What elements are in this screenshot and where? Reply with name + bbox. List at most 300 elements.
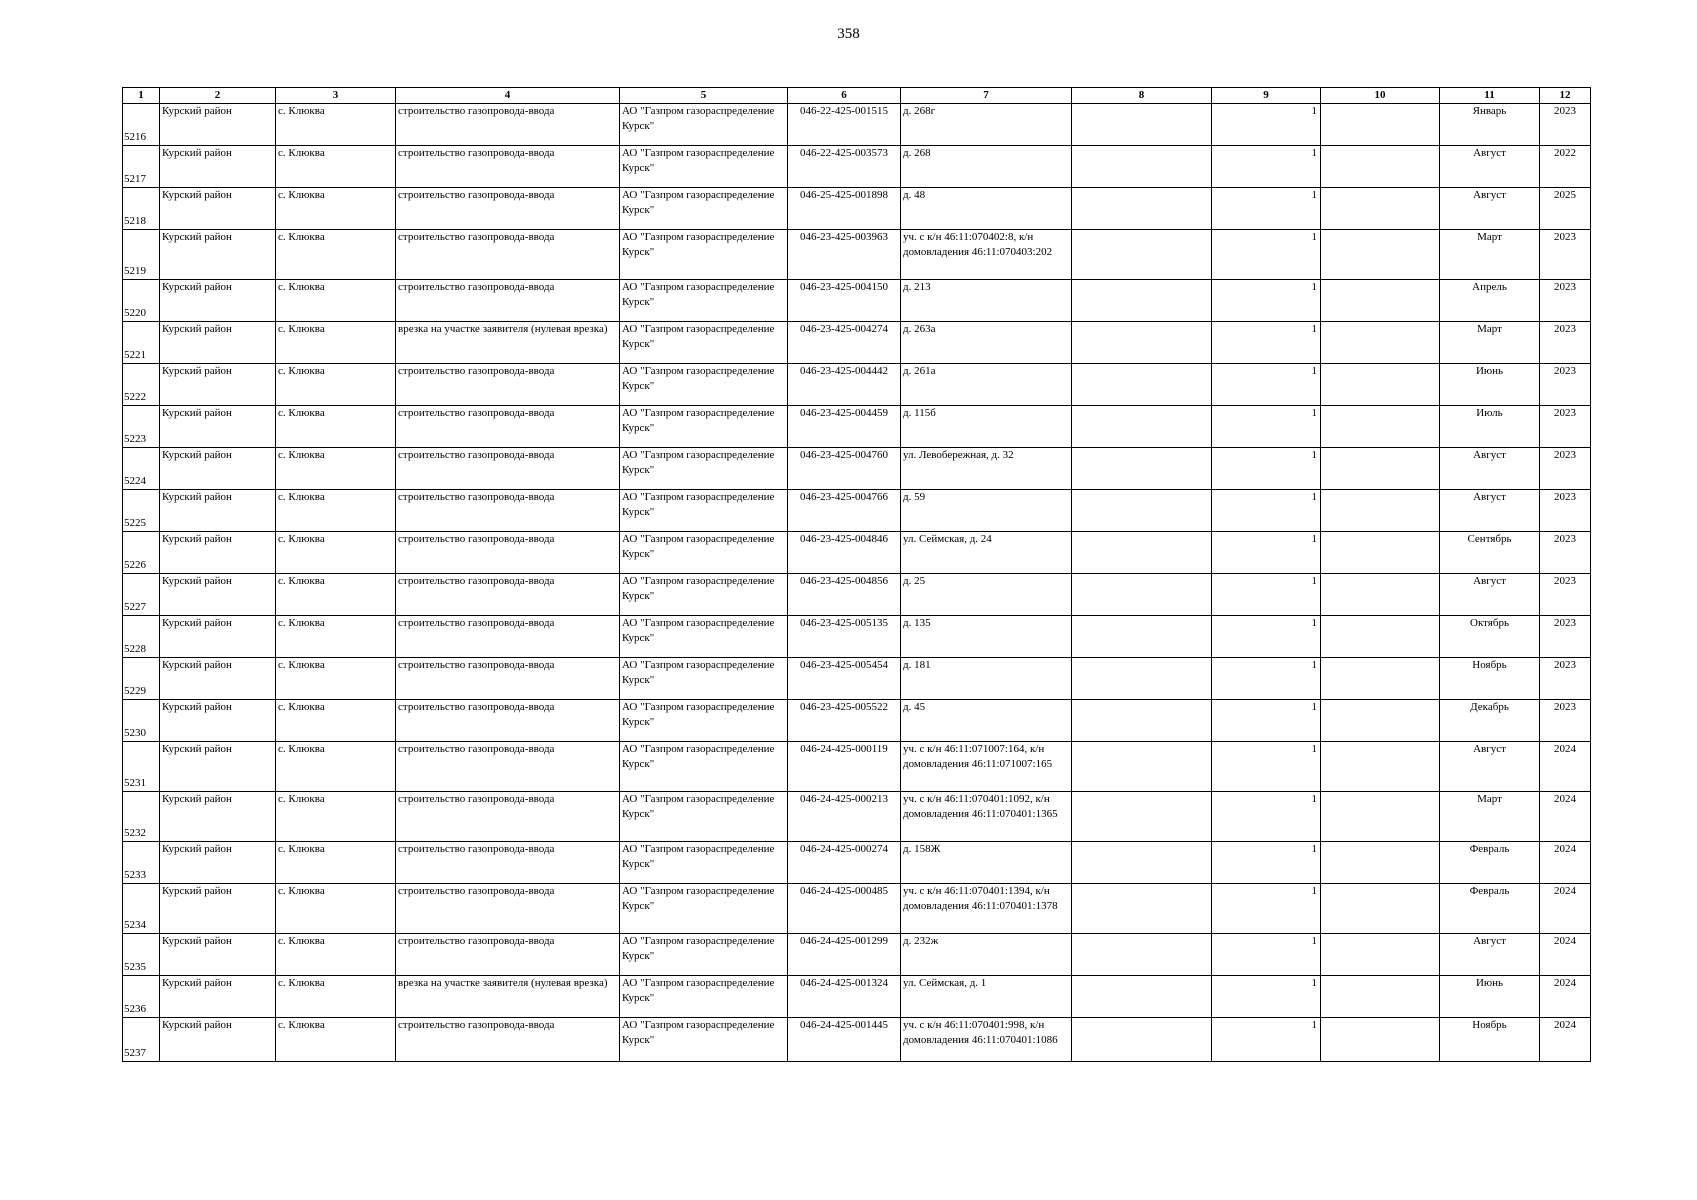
organization-cell: АО "Газпром газораспределение Курск" <box>620 146 788 188</box>
district-cell: Курский район <box>160 322 276 364</box>
empty-cell <box>1072 406 1212 448</box>
empty-cell <box>1072 700 1212 742</box>
year-cell: 2024 <box>1540 1018 1591 1062</box>
settlement-cell: с. Клюква <box>276 448 396 490</box>
organization-cell: АО "Газпром газораспределение Курск" <box>620 188 788 230</box>
settlement-cell: с. Клюква <box>276 1018 396 1062</box>
quantity-cell: 1 <box>1212 146 1321 188</box>
column-header: 3 <box>276 88 396 104</box>
year-cell: 2025 <box>1540 188 1591 230</box>
settlement-cell: с. Клюква <box>276 188 396 230</box>
month-cell: Август <box>1440 448 1540 490</box>
settlement-cell: с. Клюква <box>276 616 396 658</box>
empty-cell <box>1072 792 1212 842</box>
column-header: 9 <box>1212 88 1321 104</box>
row-number: 5233 <box>123 842 160 884</box>
work-type-cell: строительство газопровода-ввода <box>396 146 620 188</box>
district-cell: Курский район <box>160 792 276 842</box>
application-code-cell: 046-23-425-004150 <box>788 280 901 322</box>
organization-cell: АО "Газпром газораспределение Курск" <box>620 742 788 792</box>
table-row <box>123 792 1591 842</box>
work-type-cell: строительство газопровода-ввода <box>396 280 620 322</box>
application-code-cell: 046-23-425-005454 <box>788 658 901 700</box>
organization-cell: АО "Газпром газораспределение Курск" <box>620 280 788 322</box>
settlement-cell: с. Клюква <box>276 842 396 884</box>
settlement-cell: с. Клюква <box>276 792 396 842</box>
district-cell: Курский район <box>160 658 276 700</box>
work-type-cell: строительство газопровода-ввода <box>396 406 620 448</box>
district-cell: Курский район <box>160 842 276 884</box>
quantity-cell: 1 <box>1212 742 1321 792</box>
settlement-cell: с. Клюква <box>276 406 396 448</box>
quantity-cell: 1 <box>1212 280 1321 322</box>
table-row <box>123 574 1591 616</box>
district-cell: Курский район <box>160 532 276 574</box>
application-code-cell: 046-23-425-004274 <box>788 322 901 364</box>
month-cell: Сентябрь <box>1440 532 1540 574</box>
work-type-cell: строительство газопровода-ввода <box>396 884 620 934</box>
year-cell: 2023 <box>1540 574 1591 616</box>
table-row <box>123 322 1591 364</box>
work-type-cell: строительство газопровода-ввода <box>396 490 620 532</box>
district-cell: Курский район <box>160 742 276 792</box>
quantity-cell: 1 <box>1212 230 1321 280</box>
quantity-cell: 1 <box>1212 322 1321 364</box>
table-row <box>123 884 1591 934</box>
table-row <box>123 188 1591 230</box>
quantity-cell: 1 <box>1212 884 1321 934</box>
year-cell: 2022 <box>1540 146 1591 188</box>
row-number: 5228 <box>123 616 160 658</box>
address-cell: уч. с к/н 46:11:071007:164, к/н домовладения 46:11:071007:165 <box>901 742 1072 792</box>
empty-cell <box>1072 742 1212 792</box>
month-cell: Январь <box>1440 104 1540 146</box>
district-cell: Курский район <box>160 146 276 188</box>
application-code-cell: 046-23-425-004442 <box>788 364 901 406</box>
table-row <box>123 230 1591 280</box>
district-cell: Курский район <box>160 188 276 230</box>
table-row <box>123 616 1591 658</box>
work-type-cell: строительство газопровода-ввода <box>396 188 620 230</box>
empty-cell <box>1072 934 1212 976</box>
empty-cell <box>1321 742 1440 792</box>
application-code-cell: 046-24-425-000213 <box>788 792 901 842</box>
table-row <box>123 976 1591 1018</box>
organization-cell: АО "Газпром газораспределение Курск" <box>620 976 788 1018</box>
quantity-cell: 1 <box>1212 574 1321 616</box>
row-number: 5222 <box>123 364 160 406</box>
year-cell: 2024 <box>1540 976 1591 1018</box>
district-cell: Курский район <box>160 700 276 742</box>
year-cell: 2024 <box>1540 934 1591 976</box>
address-cell: д. 232ж <box>901 934 1072 976</box>
address-cell: ул. Сеймская, д. 24 <box>901 532 1072 574</box>
year-cell: 2023 <box>1540 104 1591 146</box>
page-number: 358 <box>837 26 860 42</box>
address-cell: д. 181 <box>901 658 1072 700</box>
table-row <box>123 364 1591 406</box>
month-cell: Июнь <box>1440 976 1540 1018</box>
application-code-cell: 046-22-425-003573 <box>788 146 901 188</box>
empty-cell <box>1072 532 1212 574</box>
year-cell: 2023 <box>1540 532 1591 574</box>
table-row <box>123 104 1591 146</box>
empty-cell <box>1072 1018 1212 1062</box>
year-cell: 2023 <box>1540 230 1591 280</box>
address-cell: д. 268г <box>901 104 1072 146</box>
empty-cell <box>1072 976 1212 1018</box>
district-cell: Курский район <box>160 1018 276 1062</box>
organization-cell: АО "Газпром газораспределение Курск" <box>620 230 788 280</box>
address-cell: д. 263а <box>901 322 1072 364</box>
row-number: 5223 <box>123 406 160 448</box>
empty-cell <box>1321 322 1440 364</box>
month-cell: Март <box>1440 230 1540 280</box>
district-cell: Курский район <box>160 448 276 490</box>
year-cell: 2024 <box>1540 884 1591 934</box>
organization-cell: АО "Газпром газораспределение Курск" <box>620 574 788 616</box>
empty-cell <box>1321 532 1440 574</box>
empty-cell <box>1321 188 1440 230</box>
application-code-cell: 046-22-425-001515 <box>788 104 901 146</box>
application-code-cell: 046-24-425-001299 <box>788 934 901 976</box>
address-cell: д. 158Ж <box>901 842 1072 884</box>
district-cell: Курский район <box>160 616 276 658</box>
empty-cell <box>1321 490 1440 532</box>
table-row <box>123 934 1591 976</box>
work-type-cell: строительство газопровода-ввода <box>396 700 620 742</box>
organization-cell: АО "Газпром газораспределение Курск" <box>620 700 788 742</box>
application-code-cell: 046-25-425-001898 <box>788 188 901 230</box>
month-cell: Август <box>1440 742 1540 792</box>
empty-cell <box>1072 230 1212 280</box>
month-cell: Июль <box>1440 406 1540 448</box>
column-header: 6 <box>788 88 901 104</box>
organization-cell: АО "Газпром газораспределение Курск" <box>620 792 788 842</box>
settlement-cell: с. Клюква <box>276 322 396 364</box>
settlement-cell: с. Клюква <box>276 104 396 146</box>
year-cell: 2023 <box>1540 448 1591 490</box>
empty-cell <box>1321 280 1440 322</box>
organization-cell: АО "Газпром газораспределение Курск" <box>620 884 788 934</box>
application-code-cell: 046-23-425-005522 <box>788 700 901 742</box>
row-number: 5219 <box>123 230 160 280</box>
work-type-cell: строительство газопровода-ввода <box>396 1018 620 1062</box>
district-cell: Курский район <box>160 104 276 146</box>
settlement-cell: с. Клюква <box>276 230 396 280</box>
row-number: 5236 <box>123 976 160 1018</box>
quantity-cell: 1 <box>1212 700 1321 742</box>
row-number: 5225 <box>123 490 160 532</box>
year-cell: 2023 <box>1540 700 1591 742</box>
organization-cell: АО "Газпром газораспределение Курск" <box>620 1018 788 1062</box>
district-cell: Курский район <box>160 934 276 976</box>
organization-cell: АО "Газпром газораспределение Курск" <box>620 406 788 448</box>
empty-cell <box>1321 842 1440 884</box>
column-header: 10 <box>1321 88 1440 104</box>
address-cell: д. 115б <box>901 406 1072 448</box>
year-cell: 2024 <box>1540 842 1591 884</box>
application-code-cell: 046-24-425-000485 <box>788 884 901 934</box>
row-number: 5217 <box>123 146 160 188</box>
month-cell: Декабрь <box>1440 700 1540 742</box>
address-cell: уч. с к/н 46:11:070402:8, к/н домовладения 46:11:070403:202 <box>901 230 1072 280</box>
column-header: 11 <box>1440 88 1540 104</box>
empty-cell <box>1321 406 1440 448</box>
organization-cell: АО "Газпром газораспределение Курск" <box>620 658 788 700</box>
month-cell: Март <box>1440 322 1540 364</box>
table-row <box>123 406 1591 448</box>
work-type-cell: строительство газопровода-ввода <box>396 574 620 616</box>
year-cell: 2024 <box>1540 792 1591 842</box>
application-code-cell: 046-23-425-004856 <box>788 574 901 616</box>
work-type-cell: строительство газопровода-ввода <box>396 792 620 842</box>
empty-cell <box>1072 322 1212 364</box>
district-cell: Курский район <box>160 976 276 1018</box>
year-cell: 2023 <box>1540 658 1591 700</box>
table-row <box>123 842 1591 884</box>
row-number: 5227 <box>123 574 160 616</box>
row-number: 5229 <box>123 658 160 700</box>
organization-cell: АО "Газпром газораспределение Курск" <box>620 842 788 884</box>
table-row <box>123 658 1591 700</box>
organization-cell: АО "Газпром газораспределение Курск" <box>620 532 788 574</box>
quantity-cell: 1 <box>1212 842 1321 884</box>
table-row <box>123 532 1591 574</box>
district-cell: Курский район <box>160 884 276 934</box>
address-cell: уч. с к/н 46:11:070401:1092, к/н домовладения 46:11:070401:1365 <box>901 792 1072 842</box>
settlement-cell: с. Клюква <box>276 280 396 322</box>
column-header: 7 <box>901 88 1072 104</box>
month-cell: Февраль <box>1440 884 1540 934</box>
organization-cell: АО "Газпром газораспределение Курск" <box>620 934 788 976</box>
quantity-cell: 1 <box>1212 792 1321 842</box>
month-cell: Август <box>1440 146 1540 188</box>
work-type-cell: строительство газопровода-ввода <box>396 616 620 658</box>
row-number: 5231 <box>123 742 160 792</box>
month-cell: Ноябрь <box>1440 1018 1540 1062</box>
district-cell: Курский район <box>160 574 276 616</box>
table-row <box>123 1018 1591 1062</box>
empty-cell <box>1321 976 1440 1018</box>
empty-cell <box>1321 658 1440 700</box>
address-cell: д. 48 <box>901 188 1072 230</box>
application-code-cell: 046-23-425-004766 <box>788 490 901 532</box>
settlement-cell: с. Клюква <box>276 934 396 976</box>
row-number: 5237 <box>123 1018 160 1062</box>
empty-cell <box>1321 884 1440 934</box>
row-number: 5218 <box>123 188 160 230</box>
address-cell: уч. с к/н 46:11:070401:1394, к/н домовладения 46:11:070401:1378 <box>901 884 1072 934</box>
district-cell: Курский район <box>160 230 276 280</box>
address-cell: уч. с к/н 46:11:070401:998, к/н домовладения 46:11:070401:1086 <box>901 1018 1072 1062</box>
work-type-cell: строительство газопровода-ввода <box>396 934 620 976</box>
register-table <box>122 87 1591 1062</box>
quantity-cell: 1 <box>1212 934 1321 976</box>
empty-cell <box>1072 658 1212 700</box>
work-type-cell: строительство газопровода-ввода <box>396 364 620 406</box>
organization-cell: АО "Газпром газораспределение Курск" <box>620 448 788 490</box>
application-code-cell: 046-23-425-004760 <box>788 448 901 490</box>
table-row <box>123 280 1591 322</box>
month-cell: Март <box>1440 792 1540 842</box>
quantity-cell: 1 <box>1212 616 1321 658</box>
district-cell: Курский район <box>160 406 276 448</box>
address-cell: д. 135 <box>901 616 1072 658</box>
address-cell: ул. Сеймская, д. 1 <box>901 976 1072 1018</box>
district-cell: Курский район <box>160 280 276 322</box>
organization-cell: АО "Газпром газораспределение Курск" <box>620 616 788 658</box>
row-number: 5226 <box>123 532 160 574</box>
year-cell: 2023 <box>1540 616 1591 658</box>
empty-cell <box>1072 490 1212 532</box>
empty-cell <box>1072 104 1212 146</box>
organization-cell: АО "Газпром газораспределение Курск" <box>620 104 788 146</box>
month-cell: Август <box>1440 490 1540 532</box>
table-row <box>123 490 1591 532</box>
row-number: 5224 <box>123 448 160 490</box>
month-cell: Апрель <box>1440 280 1540 322</box>
settlement-cell: с. Клюква <box>276 742 396 792</box>
application-code-cell: 046-23-425-003963 <box>788 230 901 280</box>
empty-cell <box>1321 574 1440 616</box>
quantity-cell: 1 <box>1212 406 1321 448</box>
empty-cell <box>1072 616 1212 658</box>
row-number: 5234 <box>123 884 160 934</box>
application-code-cell: 046-24-425-000119 <box>788 742 901 792</box>
row-number: 5221 <box>123 322 160 364</box>
column-number-row <box>123 88 1591 104</box>
table-row <box>123 146 1591 188</box>
application-code-cell: 046-23-425-004846 <box>788 532 901 574</box>
month-cell: Ноябрь <box>1440 658 1540 700</box>
empty-cell <box>1072 188 1212 230</box>
row-number: 5235 <box>123 934 160 976</box>
row-number: 5230 <box>123 700 160 742</box>
quantity-cell: 1 <box>1212 532 1321 574</box>
empty-cell <box>1321 448 1440 490</box>
empty-cell <box>1321 364 1440 406</box>
empty-cell <box>1321 934 1440 976</box>
quantity-cell: 1 <box>1212 1018 1321 1062</box>
address-cell: д. 25 <box>901 574 1072 616</box>
district-cell: Курский район <box>160 364 276 406</box>
empty-cell <box>1321 104 1440 146</box>
settlement-cell: с. Клюква <box>276 700 396 742</box>
address-cell: д. 45 <box>901 700 1072 742</box>
empty-cell <box>1321 146 1440 188</box>
column-header: 12 <box>1540 88 1591 104</box>
quantity-cell: 1 <box>1212 188 1321 230</box>
empty-cell <box>1072 146 1212 188</box>
application-code-cell: 046-24-425-001324 <box>788 976 901 1018</box>
settlement-cell: с. Клюква <box>276 574 396 616</box>
work-type-cell: врезка на участке заявителя (нулевая врезка) <box>396 322 620 364</box>
quantity-cell: 1 <box>1212 448 1321 490</box>
year-cell: 2024 <box>1540 742 1591 792</box>
application-code-cell: 046-24-425-001445 <box>788 1018 901 1062</box>
organization-cell: АО "Газпром газораспределение Курск" <box>620 364 788 406</box>
work-type-cell: строительство газопровода-ввода <box>396 742 620 792</box>
empty-cell <box>1072 574 1212 616</box>
quantity-cell: 1 <box>1212 104 1321 146</box>
work-type-cell: строительство газопровода-ввода <box>396 448 620 490</box>
address-cell: д. 213 <box>901 280 1072 322</box>
year-cell: 2023 <box>1540 406 1591 448</box>
quantity-cell: 1 <box>1212 364 1321 406</box>
month-cell: Февраль <box>1440 842 1540 884</box>
empty-cell <box>1072 884 1212 934</box>
district-cell: Курский район <box>160 490 276 532</box>
organization-cell: АО "Газпром газораспределение Курск" <box>620 490 788 532</box>
empty-cell <box>1072 364 1212 406</box>
application-code-cell: 046-23-425-004459 <box>788 406 901 448</box>
table-row <box>123 700 1591 742</box>
month-cell: Август <box>1440 574 1540 616</box>
column-header: 1 <box>123 88 160 104</box>
quantity-cell: 1 <box>1212 658 1321 700</box>
settlement-cell: с. Клюква <box>276 490 396 532</box>
organization-cell: АО "Газпром газораспределение Курск" <box>620 322 788 364</box>
empty-cell <box>1072 280 1212 322</box>
month-cell: Июнь <box>1440 364 1540 406</box>
work-type-cell: строительство газопровода-ввода <box>396 532 620 574</box>
work-type-cell: строительство газопровода-ввода <box>396 842 620 884</box>
year-cell: 2023 <box>1540 490 1591 532</box>
empty-cell <box>1321 230 1440 280</box>
year-cell: 2023 <box>1540 280 1591 322</box>
register-body <box>123 104 1591 1062</box>
work-type-cell: строительство газопровода-ввода <box>396 658 620 700</box>
quantity-cell: 1 <box>1212 976 1321 1018</box>
work-type-cell: строительство газопровода-ввода <box>396 230 620 280</box>
column-header: 5 <box>620 88 788 104</box>
column-header: 8 <box>1072 88 1212 104</box>
row-number: 5232 <box>123 792 160 842</box>
year-cell: 2023 <box>1540 322 1591 364</box>
settlement-cell: с. Клюква <box>276 658 396 700</box>
empty-cell <box>1321 700 1440 742</box>
empty-cell <box>1321 1018 1440 1062</box>
application-code-cell: 046-24-425-000274 <box>788 842 901 884</box>
address-cell: д. 261а <box>901 364 1072 406</box>
empty-cell <box>1321 616 1440 658</box>
work-type-cell: строительство газопровода-ввода <box>396 104 620 146</box>
settlement-cell: с. Клюква <box>276 146 396 188</box>
column-header: 4 <box>396 88 620 104</box>
row-number: 5220 <box>123 280 160 322</box>
address-cell: д. 268 <box>901 146 1072 188</box>
address-cell: ул. Левобережная, д. 32 <box>901 448 1072 490</box>
empty-cell <box>1072 448 1212 490</box>
empty-cell <box>1072 842 1212 884</box>
work-type-cell: врезка на участке заявителя (нулевая врезка) <box>396 976 620 1018</box>
row-number: 5216 <box>123 104 160 146</box>
table-row <box>123 448 1591 490</box>
month-cell: Октябрь <box>1440 616 1540 658</box>
settlement-cell: с. Клюква <box>276 884 396 934</box>
settlement-cell: с. Клюква <box>276 976 396 1018</box>
column-header: 2 <box>160 88 276 104</box>
address-cell: д. 59 <box>901 490 1072 532</box>
year-cell: 2023 <box>1540 364 1591 406</box>
month-cell: Август <box>1440 188 1540 230</box>
month-cell: Август <box>1440 934 1540 976</box>
application-code-cell: 046-23-425-005135 <box>788 616 901 658</box>
empty-cell <box>1321 792 1440 842</box>
settlement-cell: с. Клюква <box>276 532 396 574</box>
table-row <box>123 742 1591 792</box>
